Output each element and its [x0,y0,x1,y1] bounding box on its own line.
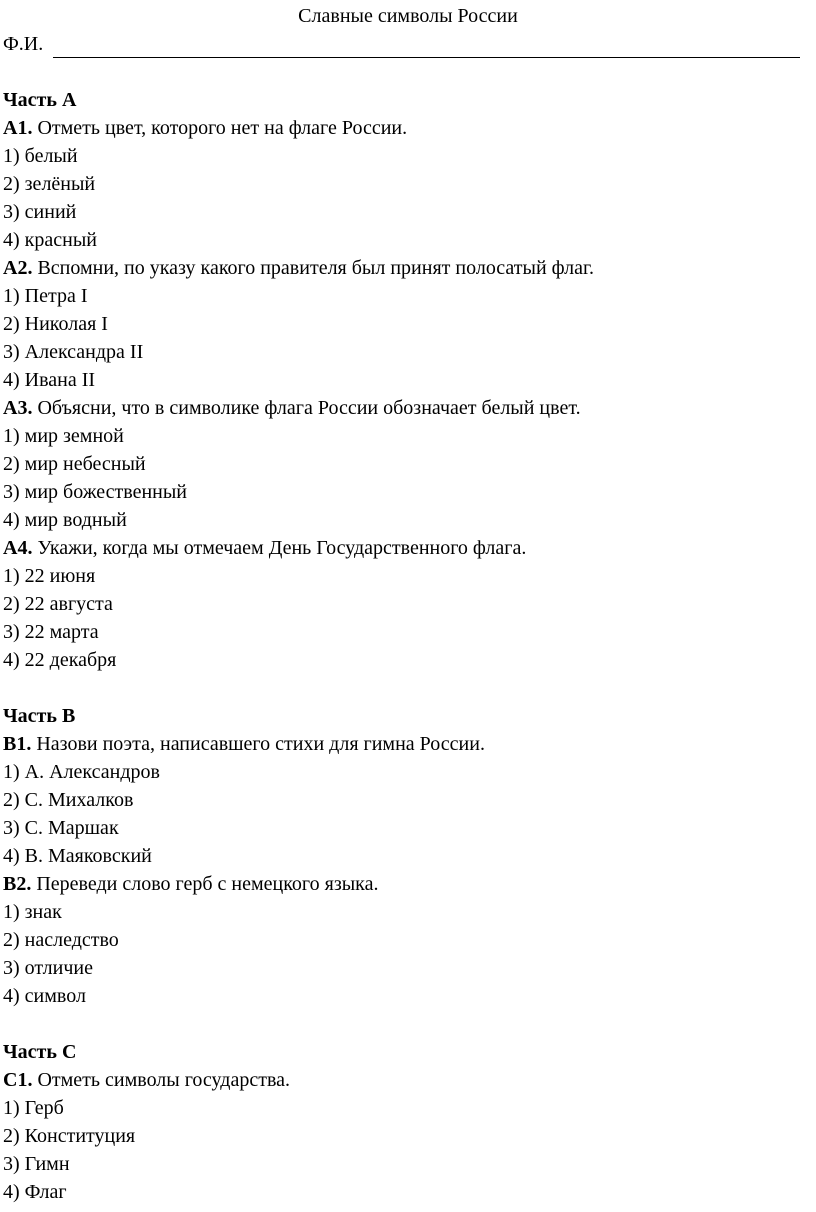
question-text [3,1066,816,1094]
answer-option: 3) Александра II [3,341,144,363]
answer-option: 4) Ивана II [3,369,96,391]
section-spacer [3,1010,816,1038]
answer-option: 1) Петра I [3,285,88,307]
question-prompt: Объясни, что в символике флага России обозначает белый цвет. [32,397,581,419]
answer-option: 2) Конституция [3,1125,136,1147]
answer-option: 1) Герб [3,1097,64,1119]
worksheet-page [0,2,816,1212]
question-number: А3. [3,397,33,419]
answer-option: 2) зелёный [3,173,96,195]
question-text [3,114,816,142]
question-number: А2. [3,257,33,279]
answer-option: 3) отличие [3,957,93,979]
answer-option: 1) А. Александров [3,761,160,783]
answer-option: 4) красный [3,229,97,251]
answer-option: 4) мир водный [3,509,127,531]
question-text [3,394,816,422]
question-number: А4. [3,537,33,559]
question-number: В1. [3,733,32,755]
question-number: С1. [3,1069,33,1091]
part-title: Часть А [3,89,77,111]
answer-option: 4) Флаг [3,1181,67,1203]
section-spacer [3,674,816,702]
worksheet-content [0,58,816,1206]
question-text [3,534,816,562]
question-number: А1. [3,117,33,139]
answer-option: 2) Николая I [3,313,108,335]
answer-option: 4) символ [3,985,86,1007]
answer-option: 3) С. Маршак [3,817,119,839]
answer-option: 1) белый [3,145,78,167]
question-prompt: Вспомни, по указу какого правителя был принят полосатый флаг. [32,257,594,279]
answer-option: 3) Гимн [3,1153,70,1175]
question-text [3,870,816,898]
question-prompt: Назови поэта, написавшего стихи для гимна России. [31,733,485,755]
question-text [3,730,816,758]
name-field-label: Ф.И. [3,33,44,55]
document-title: Славные символы России [298,5,518,27]
question-prompt: Отметь символы государства. [32,1069,291,1091]
section-spacer [3,58,816,86]
answer-option: 2) наследство [3,929,119,951]
answer-option: 1) 22 июня [3,565,96,587]
answer-option: 4) 22 декабря [3,649,117,671]
answer-option: 1) знак [3,901,62,923]
question-text [3,254,816,282]
part-title: Часть В [3,705,76,727]
question-prompt: Переведи слово герб с немецкого языка. [31,873,379,895]
part-title: Часть С [3,1041,77,1063]
answer-option: 2) С. Михалков [3,789,134,811]
answer-option: 3) мир божественный [3,481,187,503]
answer-option: 2) 22 августа [3,593,113,615]
question-number: В2. [3,873,32,895]
name-field-row [0,30,816,58]
name-field-line[interactable] [53,57,800,58]
answer-option: 1) мир земной [3,425,124,447]
question-prompt: Отметь цвет, которого нет на флаге России. [32,117,408,139]
question-prompt: Укажи, когда мы отмечаем День Государственного флага. [32,537,527,559]
answer-option: 3) синий [3,201,77,223]
answer-option: 3) 22 марта [3,621,99,643]
answer-option: 2) мир небесный [3,453,146,475]
answer-option: 4) В. Маяковский [3,845,152,867]
